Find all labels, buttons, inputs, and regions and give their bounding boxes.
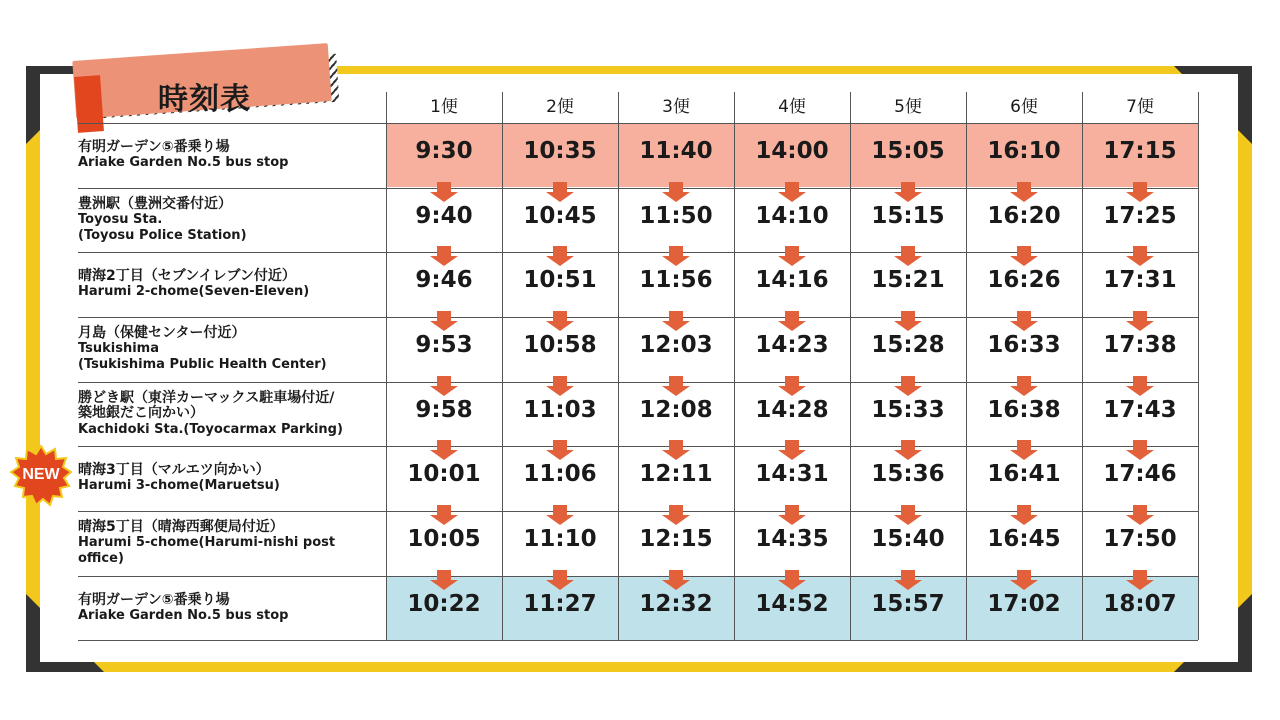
stop-name-jp: 晴海2丁目（セブンイレブン付近） [78,267,296,284]
down-arrow-icon [894,256,922,266]
down-arrow-icon [437,311,451,321]
down-arrow-icon [669,182,683,192]
down-arrow-icon [546,386,574,396]
departure-time: 15:05 [871,138,945,164]
down-arrow-icon [901,376,915,386]
down-arrow-icon [901,505,915,515]
stop-name-jp: 月島（保健センター付近） [78,324,246,341]
down-arrow-icon [778,386,806,396]
down-arrow-icon [901,440,915,450]
down-arrow-icon [669,311,683,321]
departure-time: 14:00 [755,138,829,164]
down-arrow-icon [662,515,690,525]
departure-time: 11:50 [639,203,713,229]
down-arrow-icon [1017,570,1031,580]
stop-label [78,511,384,575]
down-arrow-icon [785,440,799,450]
departure-time: 15:40 [871,526,945,552]
down-arrow-icon [894,450,922,460]
departure-time: 17:46 [1103,461,1177,487]
trip-header: 6便 [1010,97,1038,117]
stop-label [78,317,384,381]
down-arrow-icon [1010,386,1038,396]
departure-time: 14:16 [755,267,829,293]
departure-time: 10:35 [523,138,597,164]
down-arrow-icon [1133,376,1147,386]
down-arrow-icon [901,570,915,580]
down-arrow-icon [430,515,458,525]
down-arrow-icon [1133,311,1147,321]
departure-time: 14:52 [755,591,829,617]
column-divider [734,92,735,640]
departure-time: 16:26 [987,267,1061,293]
departure-time: 12:32 [639,591,713,617]
down-arrow-icon [1017,246,1031,256]
column-divider [1082,92,1083,640]
departure-time: 15:28 [871,332,945,358]
trip-header: 2便 [546,97,574,117]
down-arrow-icon [1017,311,1031,321]
down-arrow-icon [785,570,799,580]
stop-label [78,446,384,510]
down-arrow-icon [1133,246,1147,256]
down-arrow-icon [662,450,690,460]
departure-time: 9:53 [415,332,473,358]
departure-time: 16:38 [987,397,1061,423]
down-arrow-icon [901,246,915,256]
column-divider [618,92,619,640]
down-arrow-icon [1126,386,1154,396]
departure-time: 15:33 [871,397,945,423]
departure-time: 15:57 [871,591,945,617]
departure-time: 10:05 [407,526,481,552]
down-arrow-icon [901,311,915,321]
down-arrow-icon [1126,256,1154,266]
departure-time: 16:45 [987,526,1061,552]
down-arrow-icon [778,450,806,460]
stop-name-en: (Toyosu Police Station) [78,227,247,243]
stop-name-en: Toyosu Sta. [78,212,163,228]
departure-time: 9:46 [415,267,473,293]
down-arrow-icon [1010,515,1038,525]
departure-time: 15:21 [871,267,945,293]
down-arrow-icon [901,182,915,192]
departure-time: 16:10 [987,138,1061,164]
departure-time: 10:01 [407,461,481,487]
departure-time: 17:25 [1103,203,1177,229]
departure-time: 17:50 [1103,526,1177,552]
column-divider [966,92,967,640]
down-arrow-icon [437,246,451,256]
down-arrow-icon [1133,440,1147,450]
departure-time: 15:36 [871,461,945,487]
departure-time: 16:33 [987,332,1061,358]
down-arrow-icon [669,570,683,580]
stop-label [78,252,384,316]
down-arrow-icon [553,311,567,321]
down-arrow-icon [1126,321,1154,331]
departure-time: 15:15 [871,203,945,229]
stop-name-jp: 築地銀だこ向かい） [78,405,204,422]
down-arrow-icon [894,386,922,396]
down-arrow-icon [669,376,683,386]
column-divider [1198,92,1199,640]
departure-time: 10:58 [523,332,597,358]
down-arrow-icon [894,515,922,525]
down-arrow-icon [662,386,690,396]
departure-time: 12:15 [639,526,713,552]
departure-time: 17:38 [1103,332,1177,358]
stop-name-jp: 勝どき駅（東洋カーマックス駐車場付近/ [78,389,335,406]
down-arrow-icon [553,570,567,580]
departure-time: 11:06 [523,461,597,487]
column-divider [850,92,851,640]
down-arrow-icon [1017,440,1031,450]
down-arrow-icon [553,505,567,515]
down-arrow-icon [430,256,458,266]
departure-time: 14:28 [755,397,829,423]
down-arrow-icon [785,182,799,192]
down-arrow-icon [430,450,458,460]
down-arrow-icon [1010,256,1038,266]
departure-time: 11:40 [639,138,713,164]
down-arrow-icon [553,376,567,386]
down-arrow-icon [553,182,567,192]
down-arrow-icon [669,246,683,256]
down-arrow-icon [553,440,567,450]
stop-label [78,382,384,446]
down-arrow-icon [894,580,922,590]
down-arrow-icon [1133,182,1147,192]
down-arrow-icon [1017,182,1031,192]
down-arrow-icon [778,321,806,331]
down-arrow-icon [1017,376,1031,386]
down-arrow-icon [662,580,690,590]
down-arrow-icon [894,321,922,331]
stop-name-en: Kachidoki Sta.(Toyocarmax Parking) [78,421,343,437]
down-arrow-icon [430,321,458,331]
departure-time: 17:02 [987,591,1061,617]
down-arrow-icon [1010,321,1038,331]
departure-time: 10:51 [523,267,597,293]
down-arrow-icon [437,570,451,580]
stop-name-jp: 有明ガーデン⑤番乗り場 [78,138,230,155]
down-arrow-icon [546,580,574,590]
page-title: 時刻表 [158,82,251,117]
departure-time: 12:03 [639,332,713,358]
stop-label [78,188,384,252]
down-arrow-icon [785,311,799,321]
down-arrow-icon [669,505,683,515]
trip-header: 7便 [1126,97,1154,117]
down-arrow-icon [669,440,683,450]
trip-header: 4便 [778,97,806,117]
down-arrow-icon [430,386,458,396]
down-arrow-icon [778,515,806,525]
down-arrow-icon [662,321,690,331]
down-arrow-icon [894,192,922,202]
down-arrow-icon [778,580,806,590]
down-arrow-icon [1126,515,1154,525]
trip-header: 5便 [894,97,922,117]
down-arrow-icon [1010,192,1038,202]
down-arrow-icon [1133,570,1147,580]
departure-time: 9:40 [415,203,473,229]
down-arrow-icon [1010,580,1038,590]
down-arrow-icon [1017,505,1031,515]
stop-name-jp: 豊洲駅（豊洲交番付近） [78,195,232,212]
down-arrow-icon [546,256,574,266]
departure-time: 11:27 [523,591,597,617]
departure-time: 11:56 [639,267,713,293]
stop-name-en: (Tsukishima Public Health Center) [78,356,327,372]
departure-time: 9:58 [415,397,473,423]
departure-time: 14:35 [755,526,829,552]
departure-time: 16:41 [987,461,1061,487]
trip-header: 3便 [662,97,690,117]
departure-time: 12:08 [639,397,713,423]
down-arrow-icon [1010,450,1038,460]
column-divider [502,92,503,640]
down-arrow-icon [546,192,574,202]
departure-time: 11:10 [523,526,597,552]
stop-name-en: Ariake Garden No.5 bus stop [78,155,289,170]
down-arrow-icon [553,246,567,256]
down-arrow-icon [785,505,799,515]
down-arrow-icon [785,376,799,386]
column-divider [386,92,387,640]
departure-time: 14:10 [755,203,829,229]
stop-name-en: Ariake Garden No.5 bus stop [78,608,289,623]
trip-header: 1便 [430,97,458,117]
departure-time: 11:03 [523,397,597,423]
departure-time: 12:11 [639,461,713,487]
down-arrow-icon [437,440,451,450]
departure-time: 16:20 [987,203,1061,229]
down-arrow-icon [1126,450,1154,460]
departure-time: 14:23 [755,332,829,358]
departure-time: 17:31 [1103,267,1177,293]
stop-name-jp: 晴海3丁目（マルエツ向かい） [78,461,270,478]
down-arrow-icon [778,192,806,202]
down-arrow-icon [1133,505,1147,515]
row-divider [78,640,1198,641]
down-arrow-icon [1126,192,1154,202]
stop-name-jp: 有明ガーデン⑤番乗り場 [78,591,230,608]
departure-time: 14:31 [755,461,829,487]
down-arrow-icon [778,256,806,266]
down-arrow-icon [1126,580,1154,590]
down-arrow-icon [785,246,799,256]
down-arrow-icon [546,450,574,460]
down-arrow-icon [437,182,451,192]
down-arrow-icon [662,256,690,266]
departure-time: 10:22 [407,591,481,617]
down-arrow-icon [430,580,458,590]
down-arrow-icon [437,376,451,386]
departure-time: 18:07 [1103,591,1177,617]
down-arrow-icon [437,505,451,515]
new-badge-label: NEW [22,466,60,483]
stop-label [78,123,384,187]
down-arrow-icon [430,192,458,202]
stop-name-en: Harumi 3-chome(Maruetsu) [78,478,280,493]
stop-label [78,576,384,640]
stop-name-en: Harumi 5-chome(Harumi-nishi post office) [78,535,336,566]
stop-name-en: Tsukishima [78,341,160,357]
departure-time: 10:45 [523,203,597,229]
departure-time: 17:43 [1103,397,1177,423]
stop-name-en: Harumi 2-chome(Seven-Eleven) [78,284,310,299]
departure-time: 17:15 [1103,138,1177,164]
departure-time: 9:30 [415,138,473,164]
down-arrow-icon [546,321,574,331]
down-arrow-icon [546,515,574,525]
down-arrow-icon [662,192,690,202]
stop-name-jp: 晴海5丁目（晴海西郵便局付近） [78,518,284,535]
